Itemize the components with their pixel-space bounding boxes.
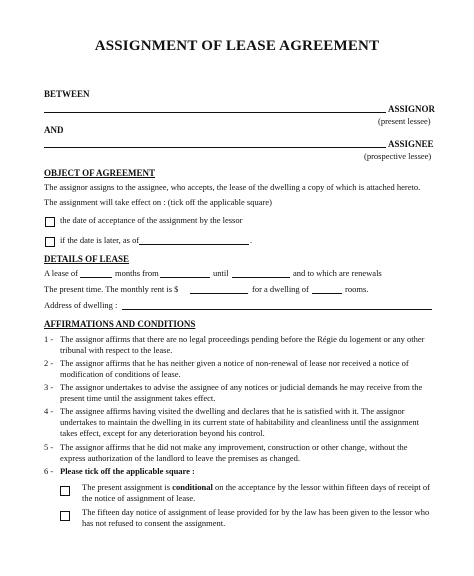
tick-1-bold: conditional: [172, 482, 213, 492]
checkbox-conditional[interactable]: [60, 486, 70, 496]
item-5-line-1: The assignor affirms that he did not make any improvement, construction or other change, without the: [60, 442, 408, 452]
item-2-line-1: The assignor affirms that he has neither given a notice of non-renewal of lease nor received a notice of: [60, 358, 409, 368]
lease-months-blank[interactable]: [80, 277, 112, 278]
item-4-number: 4 -: [44, 406, 54, 416]
option-later-date: if the date is later, as of: [60, 235, 140, 245]
present-lessee-caption: (present lessee): [378, 116, 431, 126]
rooms-count-blank[interactable]: [312, 293, 342, 294]
prospective-lessee-caption: (prospective lessee): [364, 151, 432, 161]
tick-1-pre: The present assignment is: [82, 482, 173, 492]
monthly-rent-blank[interactable]: [190, 293, 248, 294]
tick-1-line-2: the notice of assignment of lease.: [82, 493, 196, 503]
tick-1-line-1: [82, 482, 430, 492]
renewals-label: and to which are renewals: [293, 268, 382, 278]
item-6-label: Please tick off the applicable square :: [60, 466, 195, 476]
address-blank[interactable]: [122, 309, 432, 310]
assignor-name-line[interactable]: [44, 112, 386, 113]
item-1-line-2: tribunal with respect to the lease.: [60, 345, 173, 355]
checkbox-notice-given[interactable]: [60, 511, 70, 521]
tick-2-line-1: The fifteen day notice of assignment of lease provided for by the law has been given to the lessor who: [82, 507, 430, 517]
and-label: AND: [44, 125, 64, 135]
details-heading: DETAILS OF LEASE: [44, 254, 130, 264]
assignee-name-line[interactable]: [44, 147, 386, 148]
object-heading: OBJECT OF AGREEMENT: [44, 168, 156, 178]
item-4-line-3: takes effect, except for any deterioration beyond his control.: [60, 428, 265, 438]
item-3-line-2: present time until the assignment takes effect.: [60, 393, 216, 403]
item-3-line-1: The assignor undertakes to advise the assignee of any notices or judicial demands he may receive from the: [60, 382, 423, 392]
item-3-number: 3 -: [44, 382, 54, 392]
lease-start-blank[interactable]: [160, 277, 210, 278]
object-line-1: The assignor assigns to the assignee, who accepts, the lease of the dwelling a copy of which is attached hereto.: [44, 182, 421, 192]
later-date-period: .: [250, 235, 253, 245]
assignor-label: ASSIGNOR: [388, 104, 436, 114]
assignee-label: ASSIGNEE: [388, 139, 434, 149]
object-line-2: The assignment will take effect on : (tick off the applicable square): [44, 197, 272, 207]
address-label: Address of dwelling :: [44, 300, 118, 310]
item-5-line-2: express authorization of the landlord to leave the premises as changed.: [60, 453, 301, 463]
item-4-line-2: undertakes to maintain the dwelling in its current state of habitability and cleanliness until the assignment: [60, 417, 420, 427]
lease-end-blank[interactable]: [232, 277, 290, 278]
item-2-line-2: modification of conditions of lease.: [60, 369, 181, 379]
item-2-number: 2 -: [44, 358, 54, 368]
item-4-line-1: The assignee affirms having visited the dwelling and declares that he is satisfied with it. The assignor: [60, 406, 405, 416]
tick-1-post: on the acceptance by the lessor within fifteen days of receipt of: [212, 482, 430, 492]
rooms-label: rooms.: [345, 284, 369, 294]
item-5-number: 5 -: [44, 442, 54, 452]
later-date-blank[interactable]: [139, 244, 249, 245]
a-lease-of-label: A lease of: [44, 268, 78, 278]
item-1-number: 1 -: [44, 334, 54, 344]
tick-2-line-2: has not refused to consent the assignment.: [82, 518, 226, 528]
until-label: until: [213, 268, 229, 278]
monthly-rent-label: The present time. The monthly rent is $: [44, 284, 179, 294]
item-6-number: 6 -: [44, 466, 54, 476]
option-acceptance-date: the date of acceptance of the assignment by the lessor: [60, 215, 243, 225]
checkbox-acceptance-date[interactable]: [45, 217, 55, 227]
item-1-line-1: The assignor affirms that there are no legal proceedings pending before the Régie du logement or any other: [60, 334, 425, 344]
months-from-label: months from: [115, 268, 159, 278]
affirmations-heading: AFFIRMATIONS AND CONDITIONS: [44, 319, 196, 329]
between-label: BETWEEN: [44, 89, 90, 99]
for-dwelling-label: for a dwelling of: [252, 284, 309, 294]
checkbox-later-date[interactable]: [45, 237, 55, 247]
document-title: ASSIGNMENT OF LEASE AGREEMENT: [94, 38, 380, 54]
